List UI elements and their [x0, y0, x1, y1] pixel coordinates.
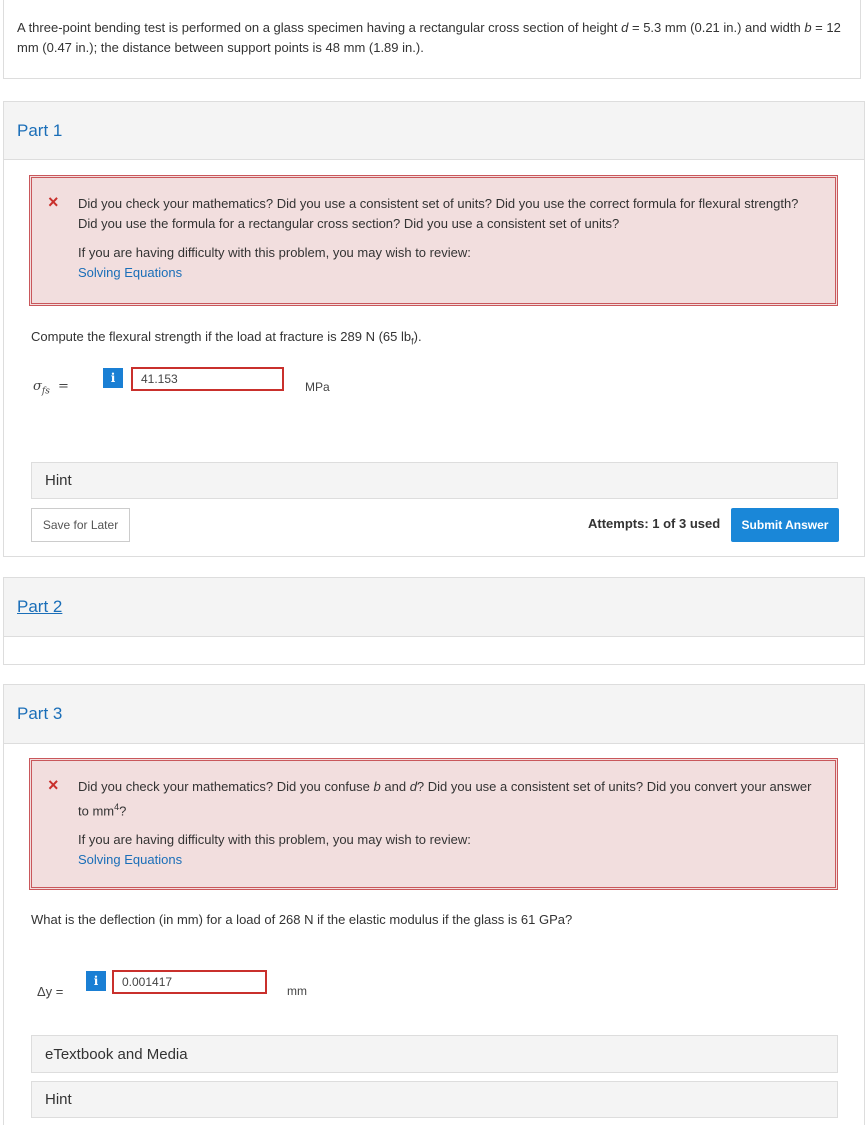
- attempts-counter: Attempts: 1 of 3 used: [588, 516, 721, 531]
- part3-unit: mm: [287, 984, 307, 998]
- part1-feedback: [29, 175, 838, 306]
- part3-feedback: [29, 758, 838, 890]
- superscript: 4: [114, 802, 120, 812]
- part3-hint-bar[interactable]: [31, 1081, 838, 1118]
- hint-label: Hint: [45, 1091, 72, 1108]
- problem-text: A three-point bending test is performed on a glass specimen having a rectangular cross section of height: [17, 20, 622, 35]
- part1-unit: MPa: [305, 380, 330, 394]
- review-text: If you are having difficulty with this problem, you may wish to review:: [78, 245, 471, 260]
- part1-header[interactable]: [4, 102, 864, 160]
- problem-text: = 5.3 mm (0.21 in.) and width: [628, 20, 805, 35]
- part2-panel: [3, 577, 865, 665]
- var-d: d: [621, 20, 629, 35]
- feedback-text: ?: [119, 803, 127, 819]
- part2-title[interactable]: Part 2: [17, 597, 63, 616]
- part1-title: Part 1: [17, 120, 63, 140]
- etextbook-label: eTextbook and Media: [45, 1045, 188, 1063]
- error-icon: ×: [48, 192, 59, 212]
- question-text: Compute the flexural strength if the load at fracture is 289 N (65 lb: [31, 329, 412, 344]
- feedback-message: Did you check your mathematics? Did you use a consistent set of units? Did you use the correct formula for flexural strength? Did you use the formula for a rectangular cross section? Did you use a consistent set of units?: [78, 196, 799, 231]
- part1-hint-bar[interactable]: [31, 462, 838, 499]
- part2-header[interactable]: [4, 578, 864, 637]
- submit-answer-button[interactable]: Submit Answer: [731, 508, 839, 542]
- review-text: If you are having difficulty with this problem, you may wish to review:: [78, 832, 471, 848]
- var-b: b: [373, 779, 381, 794]
- sigma-subscript: fs: [41, 386, 50, 397]
- problem-text: = 12 mm (0.47 in.); the distance between support points is 48 mm (1.89 in.).: [17, 20, 841, 55]
- part3-answer-input[interactable]: [112, 970, 267, 994]
- info-icon[interactable]: i: [103, 368, 123, 388]
- problem-statement: [3, 0, 861, 79]
- error-icon: ×: [48, 775, 59, 795]
- part3-header[interactable]: [4, 685, 864, 744]
- etextbook-bar[interactable]: [31, 1035, 838, 1073]
- info-icon[interactable]: i: [86, 971, 106, 991]
- part1-question: [31, 329, 422, 347]
- review-link[interactable]: Solving Equations: [78, 852, 183, 868]
- part3-question: What is the deflection (in mm) for a load of 268 N if the elastic modulus if the glass is 61 GPa?: [31, 912, 573, 927]
- part3-title: Part 3: [17, 704, 63, 723]
- equals-sign: =: [57, 379, 69, 394]
- feedback-text: ? Did you use a consistent set of units? Did you convert your answer to mm: [78, 779, 812, 819]
- save-for-later-button[interactable]: Save for Later: [31, 508, 130, 542]
- feedback-text: Did you check your mathematics? Did you confuse: [78, 779, 374, 794]
- question-text-end: ).: [413, 329, 422, 344]
- sigma-symbol: σ: [33, 379, 42, 394]
- hint-label: Hint: [45, 472, 72, 489]
- var-d: d: [409, 779, 417, 794]
- feedback-text: and: [380, 779, 410, 794]
- part1-answer-input[interactable]: [131, 367, 284, 391]
- delta-y-label: Δy =: [37, 984, 64, 999]
- sigma-label: [33, 379, 69, 397]
- feedback-message: [78, 777, 819, 821]
- review-link[interactable]: Solving Equations: [78, 265, 183, 280]
- var-b: b: [804, 20, 812, 35]
- subscript: f: [411, 336, 414, 347]
